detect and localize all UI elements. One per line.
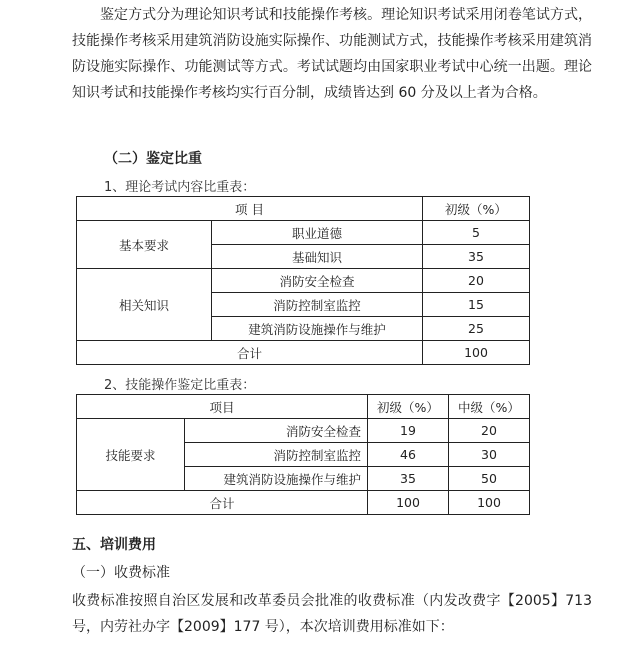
header-level: 初级（%） [423, 197, 530, 221]
fee-paragraph: 收费标准按照自治区发展和改革委员会批准的收费标准（内发改费字【2005】713 号，内劳社办字【2009】177 号），本次培训费用标准如下： [72, 593, 592, 635]
row-item: 消防安全检查 [185, 419, 368, 443]
row-intermediate: 30 [449, 443, 530, 467]
intro-paragraph: 鉴定方式分为理论知识考试和技能操作考核。理论知识考试采用闭卷笔试方式，技能操作考核采用建筑消防设施实际操作、功能测试方式，技能操作考核采用建筑消防设施实际操作、功能测试等方式。考试试题均由国家职业考试中心统一出题。理论知识考试和技能操作考核均实行百分制，成绩皆达到 60 分及以上者为合格。 [72, 7, 592, 101]
row-item: 基础知识 [212, 245, 423, 269]
group-basic: 基本要求 [77, 221, 212, 269]
skill-weight-table [76, 394, 530, 515]
row-junior: 46 [368, 443, 449, 467]
row-intermediate: 50 [449, 467, 530, 491]
row-value: 20 [423, 269, 530, 293]
header-item: 项目 [77, 395, 368, 419]
row-value: 15 [423, 293, 530, 317]
table-header-row [77, 395, 530, 419]
table-total-row [77, 491, 530, 515]
row-item: 建筑消防设施操作与维护 [185, 467, 368, 491]
group-related: 相关知识 [77, 269, 212, 341]
table-header-row [77, 197, 530, 221]
header-intermediate: 中级（%） [449, 395, 530, 419]
row-value: 25 [423, 317, 530, 341]
total-label: 合计 [77, 491, 368, 515]
table-row [77, 221, 530, 245]
row-value: 35 [423, 245, 530, 269]
table-total-row [77, 341, 530, 365]
header-item: 项 目 [77, 197, 423, 221]
table-row [77, 419, 530, 443]
total-junior: 100 [368, 491, 449, 515]
table1-caption: 1、理论考试内容比重表： [104, 180, 256, 195]
row-item: 建筑消防设施操作与维护 [212, 317, 423, 341]
header-junior: 初级（%） [368, 395, 449, 419]
row-intermediate: 20 [449, 419, 530, 443]
total-value: 100 [423, 341, 530, 365]
subsection-heading: （一）收费标准 [72, 565, 170, 581]
section-heading-weights: （二）鉴定比重 [104, 151, 202, 167]
total-label: 合计 [77, 341, 423, 365]
group-skill: 技能要求 [77, 419, 185, 491]
table-row [77, 269, 530, 293]
row-item: 职业道德 [212, 221, 423, 245]
section-heading-fees: 五、培训费用 [72, 537, 156, 553]
theory-weight-table [76, 196, 530, 365]
row-junior: 19 [368, 419, 449, 443]
row-item: 消防控制室监控 [212, 293, 423, 317]
row-junior: 35 [368, 467, 449, 491]
table2-caption: 2、技能操作鉴定比重表： [104, 378, 256, 393]
total-intermediate: 100 [449, 491, 530, 515]
row-value: 5 [423, 221, 530, 245]
row-item: 消防安全检查 [212, 269, 423, 293]
row-item: 消防控制室监控 [185, 443, 368, 467]
